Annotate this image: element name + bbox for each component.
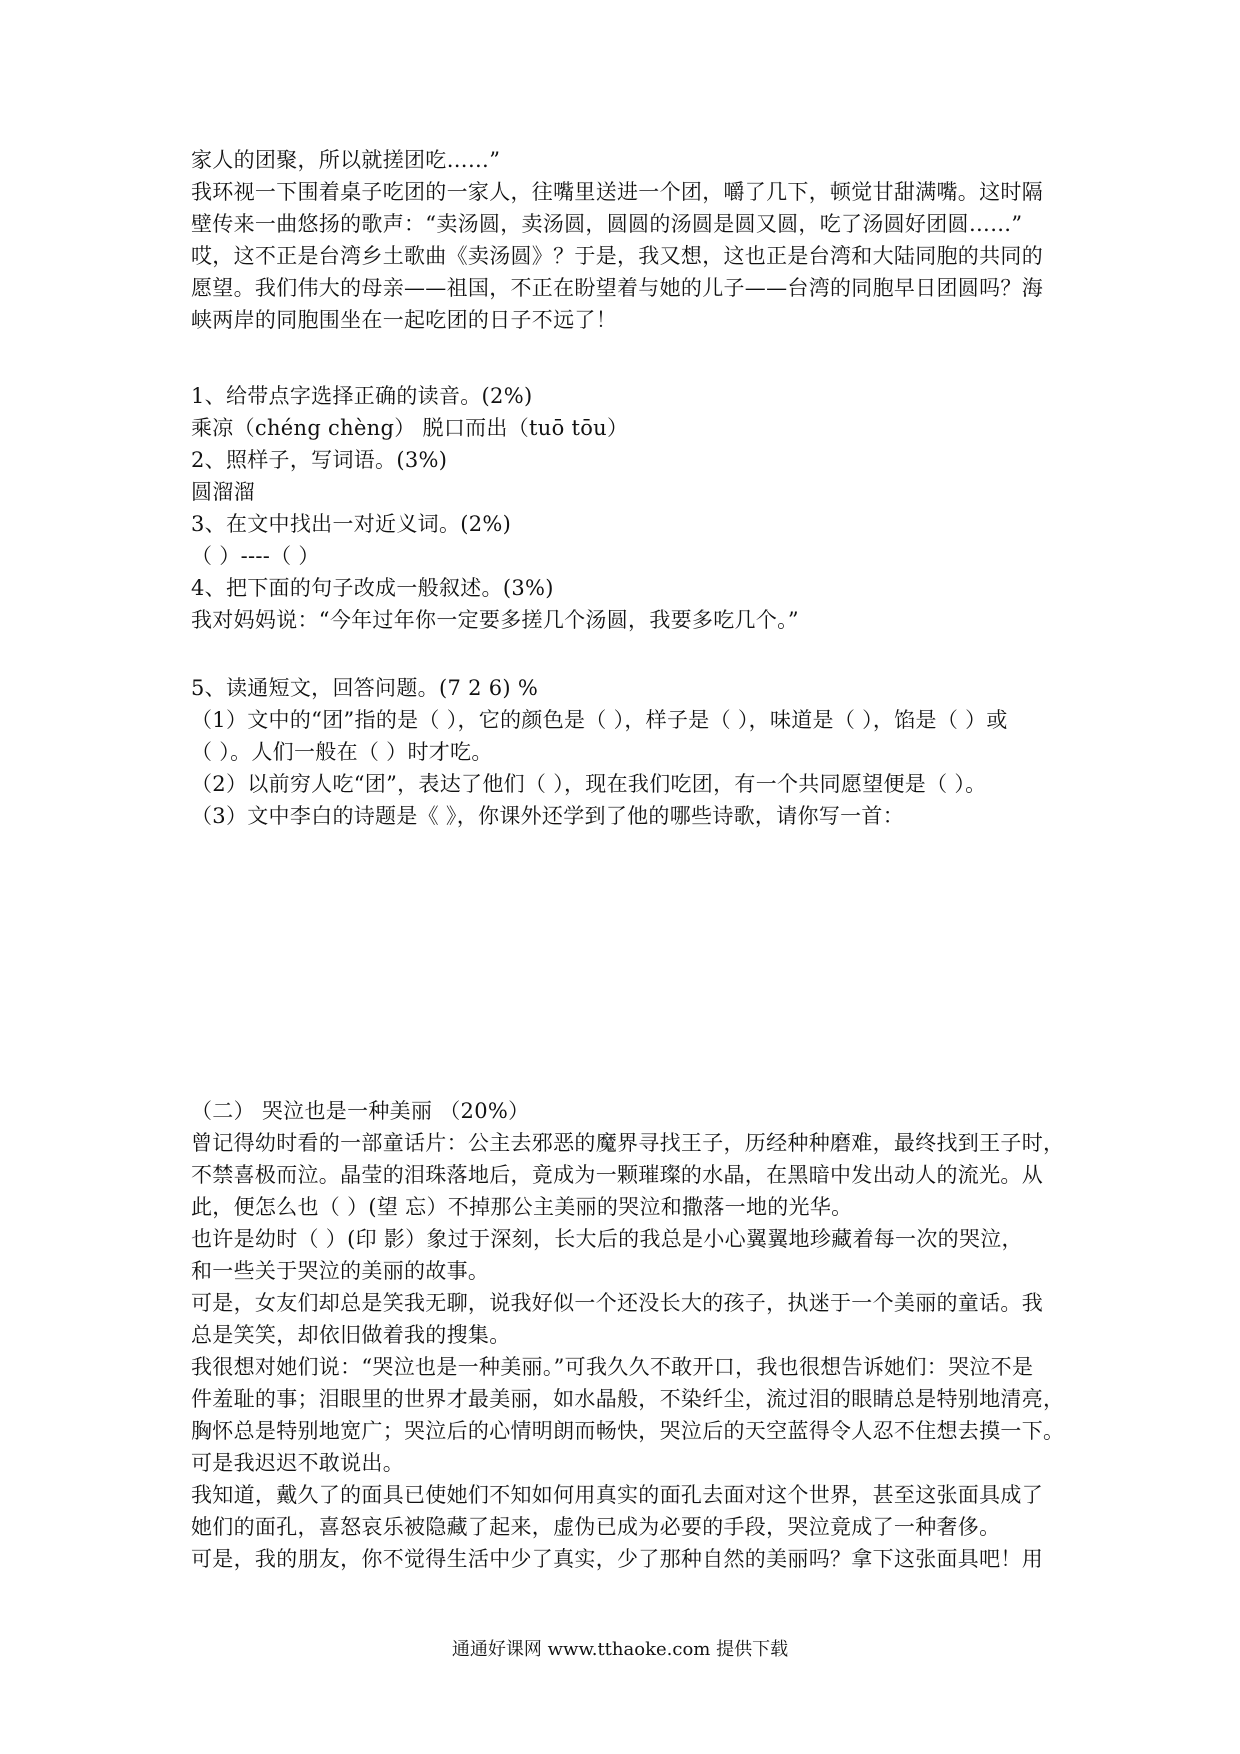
passage2-line: 我很想对她们说：“哭泣也是一种美丽。”可我久久不敢开口，我也很想告诉她们：哭泣不是 [191,1355,1034,1379]
passage2-line: 此，便怎么也（ ）(望 忘）不掉那公主美丽的哭泣和撒落一地的光华。 [191,1195,853,1219]
passage2-line: 她们的面孔，喜怒哀乐被隐藏了起来，虚伪已成为必要的手段，哭泣竟成了一种奢侈。 [191,1515,1001,1539]
passage1-line: 峡两岸的同胞围坐在一起吃团的日子不远了！ [191,308,617,332]
question-5-sub-1-cont: （ ）。人们一般在（ ）时才吃。 [191,740,493,764]
passage2-line: 件羞耻的事；泪眼里的世界才最美丽，如水晶般，不染纤尘，流过泪的眼睛总是特别地清亮， [191,1387,1065,1411]
question-5-sub-1: （1）文中的“团”指的是（ ），它的颜色是（ ），样子是（ ），味道是（ ），馅是（ ）或 [191,708,1008,732]
passage2-line: 也许是幼时（ ）(印 影）象过于深刻，长大后的我总是小心翼翼地珍藏着每一次的哭泣， [191,1227,1023,1251]
passage2-line: 曾记得幼时看的一部童话片：公主去邪恶的魔界寻找王子，历经种种磨难，最终找到王子时， [191,1131,1065,1155]
question-1-content: 乘凉（chéng chèng） 脱口而出（tuō tōu） [191,416,629,440]
question-4-content: 我对妈妈说：“今年过年你一定要多搓几个汤圆，我要多吃几个。” [191,608,799,632]
question-4: 4、把下面的句子改成一般叙述。(3%) [191,576,554,600]
passage1-line: 家人的团聚，所以就搓团吃……” [191,148,501,172]
passage1-line: 愿望。我们伟大的母亲——祖国，不正在盼望着与她的儿子——台湾的同胞早日团圆吗？海 [191,276,1043,300]
page-footer: 通通好课网 www.tthaoke.com 提供下载 [451,1639,789,1660]
passage2-line: 可是，我的朋友，你不觉得生活中少了真实，少了那种自然的美丽吗？拿下这张面具吧！用 [191,1547,1043,1571]
passage2-line: 可是我迟迟不敢说出。 [191,1451,404,1475]
question-2: 2、照样子，写词语。(3%) [191,448,448,472]
passage2-line: 我知道，戴久了的面具已使她们不知如何用真实的面孔去面对这个世界，甚至这张面具成了 [191,1483,1043,1507]
question-5-sub-3: （3）文中李白的诗题是《 》，你课外还学到了他的哪些诗歌，请你写一首： [191,804,905,828]
passage2-line: 可是，女友们却总是笑我无聊，说我好似一个还没长大的孩子，执迷于一个美丽的童话。我 [191,1291,1043,1315]
question-2-content: 圆溜溜 [191,480,255,504]
passage2-line: 不禁喜极而泣。晶莹的泪珠落地后，竟成为一颗璀璨的水晶，在黑暗中发出动人的流光。从 [191,1163,1043,1187]
passage1-line: 哎，这不正是台湾乡土歌曲《卖汤圆》？于是，我又想，这也正是台湾和大陆同胞的共同的 [191,244,1043,268]
section-heading: （二） 哭泣也是一种美丽 （20%） [191,1099,530,1123]
passage2-line: 总是笑笑，却依旧做着我的搜集。 [191,1323,511,1347]
passage1-line: 壁传来一曲悠扬的歌声：“卖汤圆，卖汤圆，圆圆的汤圆是圆又圆，吃了汤圆好团圆……” [191,212,1023,236]
question-3-content: （ ）----（ ） [191,544,320,568]
question-5-sub-2: （2）以前穷人吃“团”，表达了他们（ ），现在我们吃团，有一个共同愿望便是（ ）。 [191,772,987,796]
passage2-line: 和一些关于哭泣的美丽的故事。 [191,1259,490,1283]
passage2-line: 胸怀总是特别地宽广；哭泣后的心情明朗而畅快，哭泣后的天空蓝得令人忍不住想去摸一下。 [191,1419,1065,1443]
passage1-line: 我环视一下围着桌子吃团的一家人，往嘴里送进一个团，嚼了几下，顿觉甘甜满嘴。这时隔 [191,180,1043,204]
question-1: 1、给带点字选择正确的读音。(2%) [191,384,533,408]
question-5: 5、读通短文，回答问题。(7 2 6) % [191,676,539,700]
question-3: 3、在文中找出一对近义词。(2%) [191,512,512,536]
